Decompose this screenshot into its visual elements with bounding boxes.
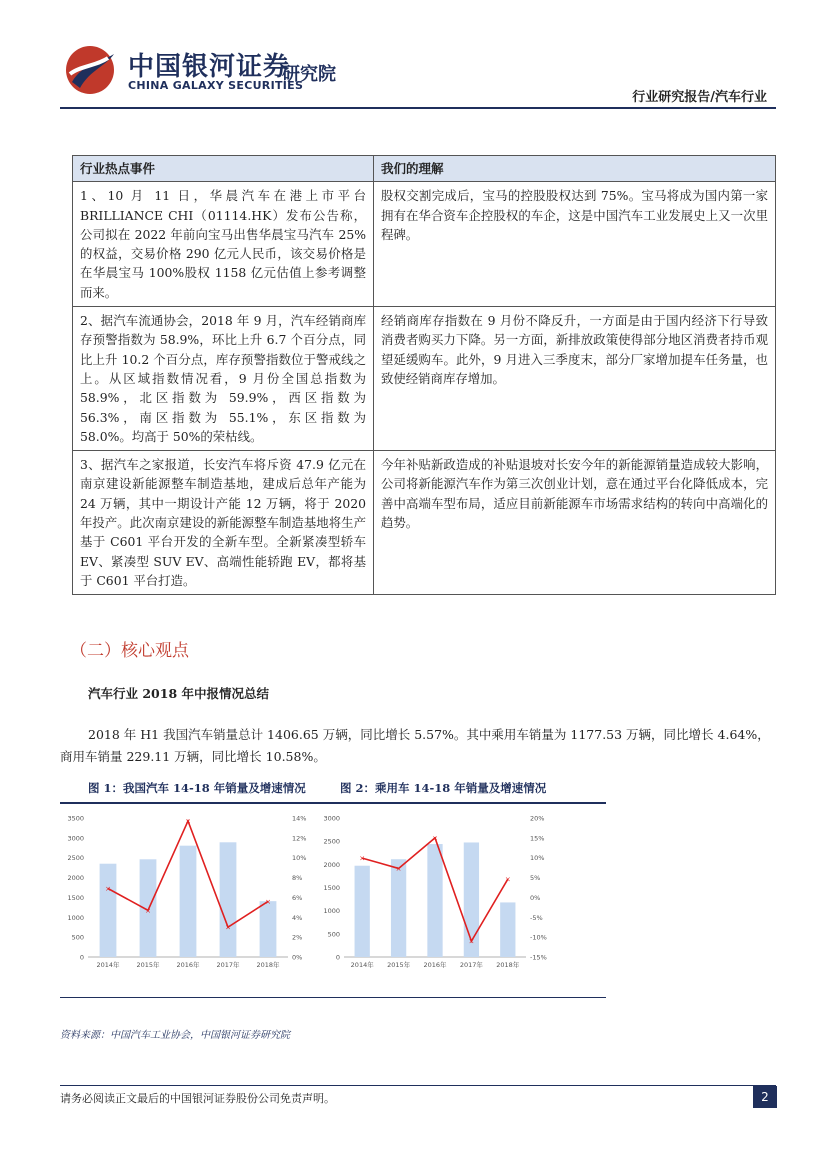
chart-auto-sales xyxy=(62,810,318,975)
y2-tick-label: 10% xyxy=(530,854,545,863)
y-tick-label: 0 xyxy=(335,953,340,962)
growth-point-marker: × xyxy=(504,875,511,884)
x-tick-label: 2017年 xyxy=(459,961,483,969)
y-tick-label: 3000 xyxy=(323,814,340,823)
x-tick-label: 2018年 xyxy=(496,961,520,969)
bar xyxy=(100,864,117,957)
table-row xyxy=(73,451,776,595)
x-tick-label: 2016年 xyxy=(423,961,447,969)
figure-2-caption: 图 2：乘用车 14-18 年销量及增速情况 xyxy=(340,781,547,795)
y-tick-label: 500 xyxy=(327,930,340,939)
growth-point-marker: × xyxy=(432,834,438,843)
y2-tick-label: 10% xyxy=(292,854,307,863)
x-tick-label: 2015年 xyxy=(387,961,411,969)
page-number: 2 xyxy=(753,1086,777,1108)
figure-1-caption: 图 1：我国汽车 14-18 年销量及增速情况 xyxy=(88,781,306,795)
y2-tick-label: 4% xyxy=(292,913,303,922)
y2-tick-label: 2% xyxy=(292,933,303,942)
figure-source: 资料来源：中国汽车工业协会，中国银河证券研究院 xyxy=(60,1030,290,1041)
x-tick-label: 2018年 xyxy=(256,961,280,969)
x-tick-label: 2014年 xyxy=(350,961,374,969)
table-cell-event: 2、据汽车流通协会，2018 年 9 月，汽车经销商库存预警指数为 58.9%，环比上升 6.7 个百分点，同比上升 10.2 个百分点，库存预警指数位于警戒线之上。从区域指数情况看，9 月份全国总指数为 58.9%，北区指数为 59.9%，西区指数为 56.3%，南区指数为 55.1%，东区指数为 58.0%。均高于 50%的荣枯线。 xyxy=(73,307,374,451)
growth-point-marker: × xyxy=(225,923,231,932)
brand-name-en: CHINA GALAXY SECURITIES xyxy=(128,79,304,92)
table-cell-understanding: 经销商库存指数在 9 月份不降反升，一方面是由于国内经济下行导致消费者购买力下降。另一方面，新排放政策使得部分地区消费者持币观望延缓购车。此外，9 月进入三季度末，部分厂家增加提车任务量，也致使经销商库存增加。 xyxy=(374,307,776,451)
y2-tick-label: 20% xyxy=(530,814,545,823)
x-tick-label: 2016年 xyxy=(176,961,200,969)
growth-point-marker: × xyxy=(395,864,402,873)
y2-tick-label: 14% xyxy=(292,814,307,823)
brand-name-cn: 中国银河证券 xyxy=(128,52,291,82)
y2-tick-label: 15% xyxy=(530,834,545,843)
y2-tick-label: 0% xyxy=(292,953,303,962)
x-tick-label: 2017年 xyxy=(216,961,240,969)
x-tick-label: 2015年 xyxy=(136,961,160,969)
brand-institute: 研究院 xyxy=(282,64,336,85)
y-tick-label: 2000 xyxy=(67,874,84,883)
bar xyxy=(500,902,515,957)
y2-tick-label: -15% xyxy=(530,953,547,962)
table-cell-understanding: 今年补贴新政造成的补贴退坡对长安今年的新能源销量造成较大影响，公司将新能源汽车作为第三次创业计划，意在通过平台化降低成本，完善中高端车型布局，适应目前新能源车市场需求结构的转向中高端化的趋势。 xyxy=(374,451,776,595)
section-subtitle: 汽车行业 2018 年中报情况总结 xyxy=(88,686,269,701)
table-row xyxy=(73,182,776,307)
bar xyxy=(260,901,277,957)
bar xyxy=(427,844,442,957)
y-tick-label: 1500 xyxy=(67,893,84,902)
y2-tick-label: 12% xyxy=(292,834,307,843)
table-cell-event: 3、据汽车之家报道，长安汽车将斥资 47.9 亿元在南京建设新能源整车制造基地，建成后总年产能为 24 万辆，其中一期设计产能 12 万辆，将于 2020 年投产。此次南京建设的新能源整车制造基地将生产基于 C601 平台开发的全新车型。全新紧凑型轿车 EV、紧凑型 SUV EV、高端性能轿跑 EV，都将基于 C601 平台打造。 xyxy=(73,451,374,595)
section-title: （二）核心观点 xyxy=(70,641,189,661)
growth-point-marker: × xyxy=(185,817,191,826)
table-row xyxy=(73,307,776,451)
events-table xyxy=(72,155,776,595)
figure-bottom-rule xyxy=(60,997,606,998)
table-header-understanding: 我们的理解 xyxy=(374,156,776,182)
y-tick-label: 1000 xyxy=(67,913,84,922)
y2-tick-label: 5% xyxy=(530,874,541,883)
bar xyxy=(220,842,237,957)
y-tick-label: 1000 xyxy=(323,907,340,916)
bar xyxy=(391,859,406,957)
x-tick-label: 2014年 xyxy=(96,961,120,969)
y2-tick-label: -10% xyxy=(530,933,547,942)
y2-tick-label: -5% xyxy=(530,913,543,922)
figure-top-rule xyxy=(60,802,606,804)
report-type: 行业研究报告/汽车行业 xyxy=(632,90,767,105)
header-divider xyxy=(60,107,776,109)
footer-disclaimer: 请务必阅读正文最后的中国银河证券股份公司免责声明。 xyxy=(60,1092,335,1105)
y2-tick-label: 0% xyxy=(530,893,541,902)
footer-divider xyxy=(60,1085,776,1086)
y2-tick-label: 6% xyxy=(292,893,303,902)
table-header-events: 行业热点事件 xyxy=(73,156,374,182)
growth-point-marker: × xyxy=(265,897,271,906)
y-tick-label: 1500 xyxy=(323,884,340,892)
y2-tick-label: 8% xyxy=(292,874,303,883)
y-tick-label: 3000 xyxy=(67,834,84,843)
bar xyxy=(180,846,197,957)
growth-point-marker: × xyxy=(468,937,475,946)
growth-point-marker: × xyxy=(105,884,111,893)
galaxy-logo xyxy=(62,44,122,96)
growth-point-marker: × xyxy=(145,906,151,915)
y-tick-label: 2500 xyxy=(323,837,340,846)
growth-point-marker: × xyxy=(359,854,366,863)
table-cell-understanding: 股权交割完成后，宝马的控股股权达到 75%。宝马将成为国内第一家拥有在华合资车企控股权的车企，这是中国汽车工业发展史上又一次里程碑。 xyxy=(374,182,776,307)
y-tick-label: 3500 xyxy=(67,814,84,823)
bar xyxy=(355,866,370,957)
y-tick-label: 2000 xyxy=(323,860,340,869)
chart-passenger-sales xyxy=(318,810,556,975)
table-header-row xyxy=(73,156,776,182)
y-tick-label: 2500 xyxy=(67,854,84,863)
y-tick-label: 0 xyxy=(79,953,84,962)
summary-paragraph: 2018 年 H1 我国汽车销量总计 1406.65 万辆，同比增长 5.57%。其中乘用车销量为 1177.53 万辆，同比增长 4.64%，商用车销量 229.11 万辆，同比增长 10.58%。 xyxy=(60,727,770,764)
table-cell-event: 1、10 月 11 日，华晨汽车在港上市平台 BRILLIANCE CHI（01114.HK）发布公告称，公司拟在 2022 年前向宝马出售华晨宝马汽车 25%的权益，交易价格 290 亿元人民币，该交易价格是在华晨宝马 100%股权 1158 亿元估值上参考调整而来。 xyxy=(73,182,374,307)
y-tick-label: 500 xyxy=(71,933,84,942)
